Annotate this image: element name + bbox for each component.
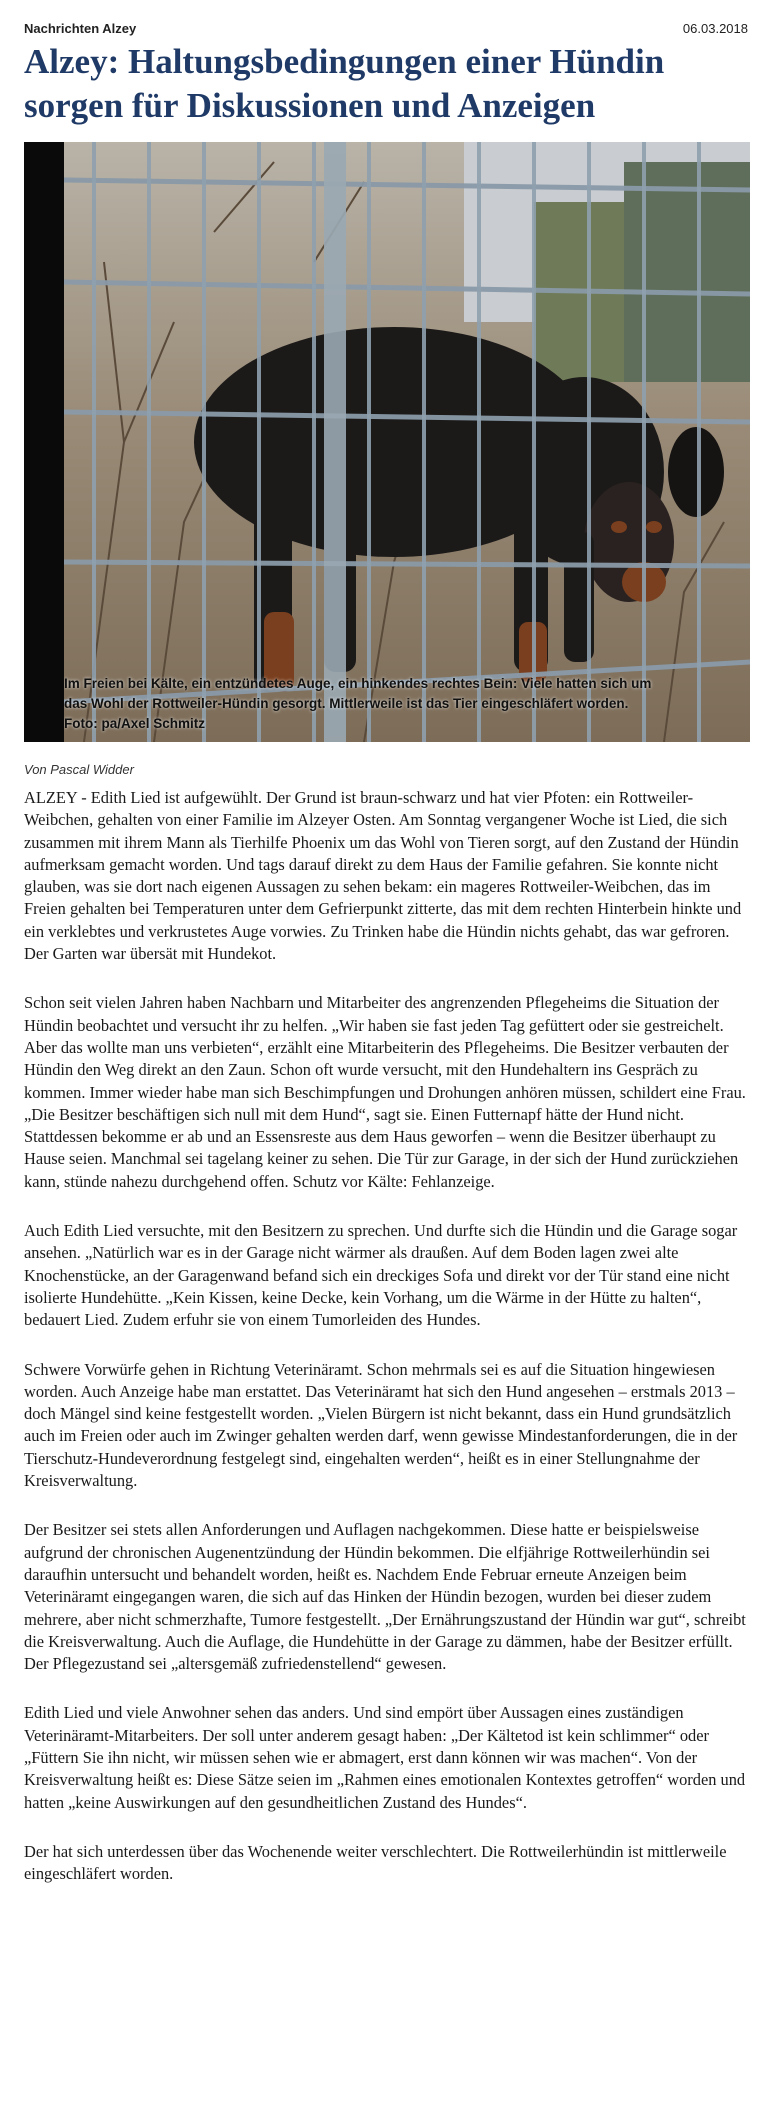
caption-line: Im Freien bei Kälte, ein entzündetes Auge, ein hinkendes rechtes Bein: Viele hatten sich um — [64, 676, 652, 691]
source-label: Nachrichten Alzey — [24, 20, 137, 36]
article-paragraph: Auch Edith Lied versuchte, mit den Besitzern zu sprechen. Und durfte sich die Hündin und die Garage sogar ansehen. „Natürlich war es in der Garage nicht wärmer als draußen. Auf dem Boden lagen zwei alte Knochenstücke, an der Garagenwand befand sich ein dreckiges Sofa und direkt vor der Tür stand eine nicht isolierte Hundehütte. „Kein Kissen, keine Decke, kein Vorhang, um die Wärme in der Hütte zu halten“, bedauert Lied. Zudem erfuhr sie von einem Tumorleiden des Hundes. — [24, 1221, 738, 1330]
article-meta — [24, 18, 748, 38]
publish-date: 06.03.2018 — [682, 20, 748, 36]
article-figure — [24, 142, 750, 742]
caption-line: das Wohl der Rottweiler-Hündin gesorgt. Mittlerweile ist das Tier eingeschläfert worden. — [64, 696, 629, 711]
article-body — [24, 787, 748, 1885]
article-paragraph: Schon seit vielen Jahren haben Nachbarn und Mitarbeiter des angrenzenden Pflegeheims die Situation der Hündin beobachtet und versucht ihr zu helfen. „Wir haben sie fast jeden Tag gefüttert oder sie gestreichelt. Aber das wollte man uns verbieten“, erzählt eine Mitarbeiterin des Pflegeheims. Die Besitzer verbauten der Hündin den Weg direkt an den Zaun. Schon oft wurde versucht, mit den Hundehaltern ins Gespräch zu kommen. Immer wieder habe man sich Beschimpfungen und Drohungen anhören müssen, schildert eine Frau. „Die Besitzer beschäftigen sich null mit dem Hund“, sagt sie. Einen Futternapf hätte der Hund nicht. Stattdessen bekomme er ab und an Essensreste aus dem Haus geworfen – wenn die Besitzer überhaupt zu Hause seien. Manchmal sei tagelang keiner zu sehen. Die Tür zur Garage, in der sich der Hund zurückziehen kann, stünde nahezu durchgehend offen. Schutz vor Kälte: Fehlanzeige. — [24, 993, 746, 1191]
article-paragraph: Edith Lied und viele Anwohner sehen das anders. Und sind empört über Aussagen eines zuständigen Veterinäramt-Mitarbeiters. Der soll unter anderem gesagt haben: „Der Kältetod ist kein schlimmer“ oder „Füttern Sie ihn nicht, wir müssen sehen wie er abmagert, erst dann können wir was machen“. Von der Kreisverwaltung heißt es: Diese Sätze seien im „Rahmen eines emotionalen Kontextes getroffen“ worden und hatten „keine Auswirkungen auf den gesundheitlichen Zustand des Hundes“. — [24, 1703, 746, 1812]
photo-caption — [64, 674, 750, 734]
dog-photo — [64, 142, 750, 742]
author-byline: Von Pascal Widder — [24, 762, 134, 777]
article-paragraph: Der Besitzer sei stets allen Anforderungen und Auflagen nachgekommen. Diese hatte er beispielsweise aufgrund der chronischen Augenentzündung der Hündin bekommen. Die elfjährige Rottweilerhündin sei daraufhin untersucht und behandelt worden, heißt es. Nachdem Ende Februar erneute Anzeigen beim Veterinäramt eingegangen waren, die sich auf das Hinken der Hündin bezogen, wurden bei dieser zudem mehrere, aber nicht schmerzhafte, Tumore festgestellt. „Der Ernährungszustand der Hündin war gut“, schreibt die Kreisverwaltung. Auch die Auflage, die Hundehütte in der Garage zu dämmen, habe der Besitzer erfüllt. Der Pflegezustand sei „altersgemäß zufriedenstellend“ gewesen. — [24, 1520, 746, 1674]
article-paragraph: ALZEY - Edith Lied ist aufgewühlt. Der Grund ist braun-schwarz und hat vier Pfoten: ein Rottweiler-Weibchen, gehalten von einer Familie im Alzeyer Osten. Am Sonntag vergangener Woche ist Lied, die sich zusammen mit ihrem Mann als Tierhilfe Phoenix um das Wohl von Tieren sorgt, auf den Zustand der Hündin aufmerksam gemacht worden. Und tags darauf direkt zu dem Haus der Familie gefahren. Sie konnte nicht glauben, was sie dort nach eigenen Aussagen zu sehen bekam: ein mageres Rottweiler-Weibchen, das im Freien gehalten bei Temperaturen unter dem Gefrierpunkt zitterte, das mit dem rechten Hinterbein hinkte und ein verklebtes und verkrustetes Auge vorwies. Zu Trinken habe die Hündin nichts gehabt, das war gefroren. Der Garten war übersät mit Hundekot. — [24, 788, 742, 964]
article-title: Alzey: Haltungsbedingungen einer Hündin sorgen für Diskussionen und Anzeigen — [24, 42, 665, 125]
photo-credit: Foto: pa/Axel Schmitz — [64, 716, 206, 731]
article-paragraph: Der hat sich unterdessen über das Wochenende weiter verschlechtert. Die Rottweilerhündin ist mittlerweile eingeschläfert worden. — [24, 1841, 727, 1884]
article-paragraph: Schwere Vorwürfe gehen in Richtung Veterinäramt. Schon mehrmals sei es auf die Situation hingewiesen worden. Auch Anzeige habe man erstattet. Das Veterinäramt hat sich den Hund angesehen – erstmals 2013 – doch Mängel sind keine festgestellt worden. „Vielen Bürgern ist nicht bekannt, dass ein Hund grundsätzlich auch im Freien oder auch im Zwinger gehalten werden darf, wenn gewisse Mindestanforderungen, die in der Tierschutz-Hundeverordnung festgelegt sind, eingehalten werden“, heißt es in einer Stellungnahme der Kreisverwaltung. — [24, 1359, 738, 1491]
photo-illustration — [64, 142, 750, 742]
